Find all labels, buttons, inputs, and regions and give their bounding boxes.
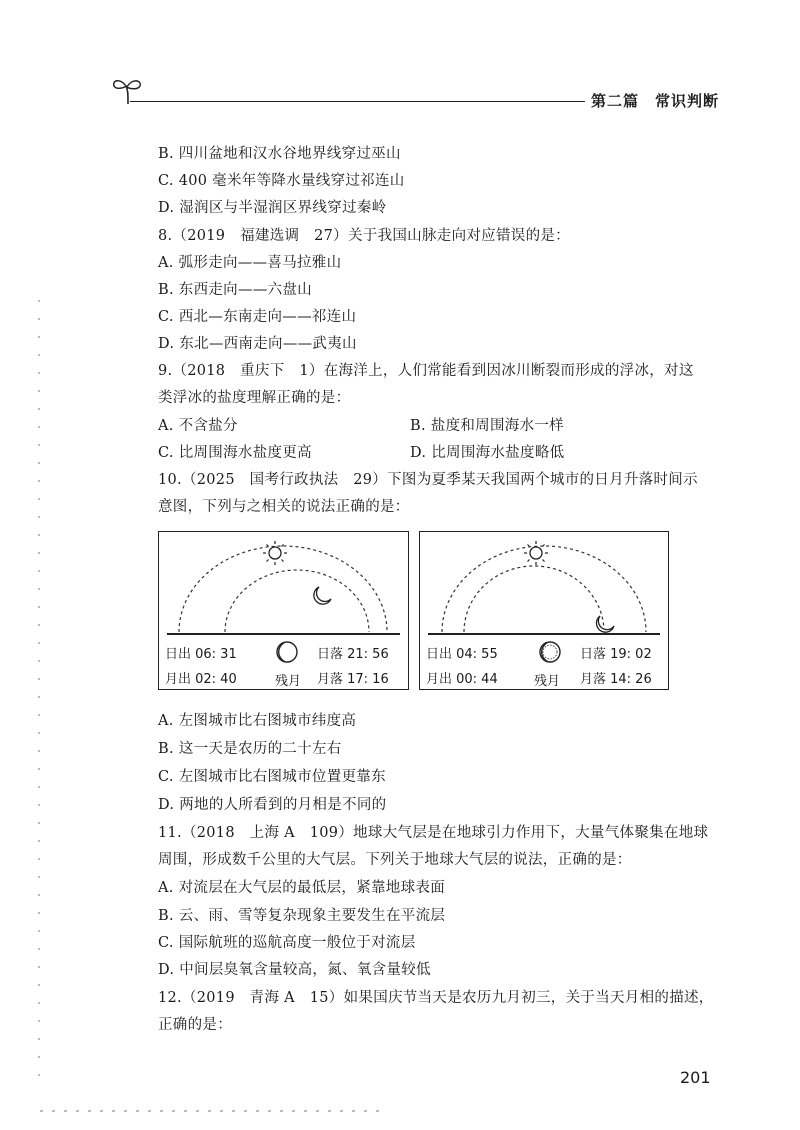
q10-option-d: D. 两地的人所看到的月相是不同的 [158,797,387,813]
q11-option-c: C. 国际航班的巡航高度一般位于对流层 [158,935,416,951]
left-moonrise: 月出 02: 40 [165,672,237,687]
q12-stem-line1: 12.（2019 青海 A 15）如果国庆节当天是农历九月初三，关于当天月相的描述， [158,990,714,1006]
scan-margin-dots [38,300,40,1080]
moon-path-arc [225,570,369,632]
q9-stem-line2: 类浮冰的盐度理解正确的是： [158,390,351,406]
right-city-diagram [419,531,669,690]
right-sunrise: 日出 04: 55 [426,647,498,662]
q8-option-d: D. 东北—西南走向——武夷山 [158,336,357,352]
q10-option-b: B. 这一天是农历的二十左右 [158,741,342,757]
header-rule [130,101,585,102]
crescent-moon-icon [596,616,614,632]
left-sunset: 日落 21: 56 [317,647,389,662]
page-number: 201 [680,1068,711,1087]
q12-stem-line2: 正确的是： [158,1017,232,1033]
left-city-diagram [158,531,409,690]
q7-option-d: D. 湿润区与半湿润区界线穿过秦岭 [158,200,387,216]
right-moonrise: 月出 00: 44 [426,672,498,687]
right-moon-phase-label: 残月 [534,674,561,689]
q10-stem-line1: 10.（2025 国考行政执法 29）下图为夏季某天我国两个城市的日月升落时间示 [158,472,698,488]
q8-stem: 8.（2019 福建选调 27）关于我国山脉走向对应错误的是： [158,228,570,244]
sun-path-arc [442,546,646,632]
left-moon-phase-label: 残月 [275,674,302,689]
section-title: 第二篇 常识判断 [591,92,720,110]
q10-option-c: C. 左图城市比右图城市位置更靠东 [158,769,386,785]
q10-option-a: A. 左图城市比右图城市纬度高 [158,713,357,729]
q11-option-a: A. 对流层在大气层的最低层，紧靠地球表面 [158,880,445,896]
q9-option-b: B. 盐度和周围海水一样 [410,418,564,434]
moon-phase-icon [277,642,297,662]
sun-icon [263,541,287,565]
q9-option-a: A. 不含盐分 [158,418,238,434]
q7-option-b: B. 四川盆地和汉水谷地界线穿过巫山 [158,146,401,162]
left-moonset: 月落 17: 16 [317,672,389,687]
moon-phase-icon [540,642,560,662]
q11-option-b: B. 云、雨、雪等复杂现象主要发生在平流层 [158,908,446,924]
q10-stem-line2: 意图，下列与之相关的说法正确的是： [158,499,410,515]
scan-bottom-dots [40,1110,380,1112]
right-moonset: 月落 14: 26 [580,672,652,687]
q9-option-c: C. 比周围海水盐度更高 [158,445,312,461]
sun-icon [524,541,548,565]
right-sunset: 日落 19: 02 [580,647,652,662]
q11-option-d: D. 中间层臭氧含量较高，氮、氧含量较低 [158,962,431,978]
left-arcs [159,532,408,689]
q9-stem-line1: 9.（2018 重庆下 1）在海洋上，人们常能看到因冰川断裂而形成的浮冰，对这 [158,363,694,379]
q9-option-d: D. 比周围海水盐度略低 [410,445,565,461]
right-arcs [420,532,668,689]
q11-stem-line2: 周围，形成数千公里的大气层。下列关于地球大气层的说法，正确的是： [158,852,632,868]
moon-path-arc [464,566,604,632]
q8-option-b: B. 东西走向——六盘山 [158,282,312,298]
left-sunrise: 日出 06: 31 [165,647,237,662]
sun-path-arc [179,546,387,632]
q8-option-c: C. 西北—东南走向——祁连山 [158,309,357,325]
q11-stem-line1: 11.（2018 上海 A 109）地球大气层是在地球引力作用下，大量气体聚集在地球 [158,825,709,841]
q7-option-c: C. 400 毫米年等降水量线穿过祁连山 [158,173,405,189]
crescent-moon-icon [314,587,331,604]
q8-option-a: A. 弧形走向——喜马拉雅山 [158,255,342,271]
